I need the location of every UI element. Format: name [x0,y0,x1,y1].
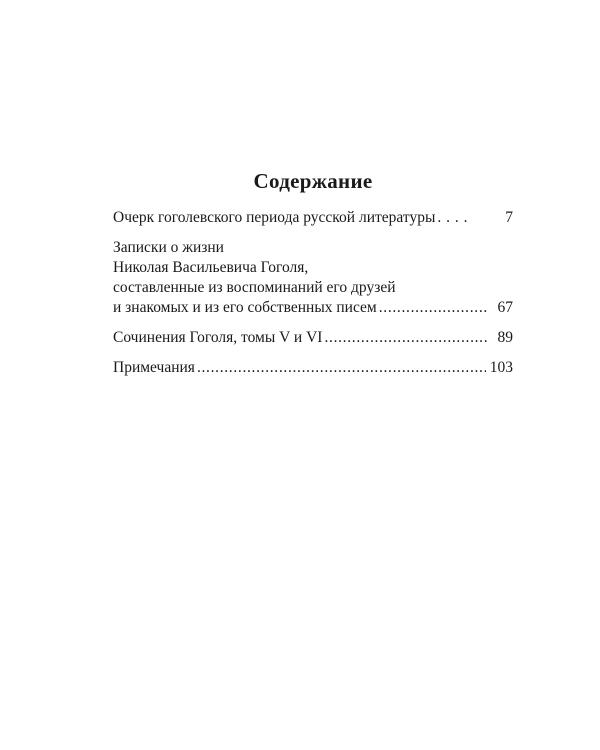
toc-entry-title-line: Записки о жизни [113,239,224,256]
toc-page-number: 103 [489,359,513,376]
toc-row [113,208,513,228]
toc-entry-title-line: и знакомых и из его собственных писем [113,299,377,316]
toc-page-number: 7 [505,209,513,226]
toc-page-number: 67 [497,299,513,316]
toc-row [113,328,513,348]
toc-entry [113,358,513,378]
toc-entry-title: Сочинения Гоголя, томы V и VI [113,329,323,346]
page-title: Содержание [253,169,373,193]
toc-entry-title-line: составленные из воспоминаний его друзей [113,279,396,296]
toc-page-number: 89 [497,329,513,346]
toc-entry-title: Примечания [113,359,195,376]
toc-entry-title: Очерк гоголевского периода русской литературы [113,209,436,226]
leader-dots [197,358,486,378]
toc-entry [113,208,513,228]
leader-dots [437,208,467,228]
leader-dots [379,298,487,318]
toc-entry [113,238,513,318]
toc-entry [113,328,513,348]
toc-entry-title-line: Николая Васильевича Гоголя, [113,259,309,276]
table-of-contents [113,168,513,388]
leader-dots [324,328,487,348]
toc-row [113,358,513,378]
toc-row [113,298,513,318]
